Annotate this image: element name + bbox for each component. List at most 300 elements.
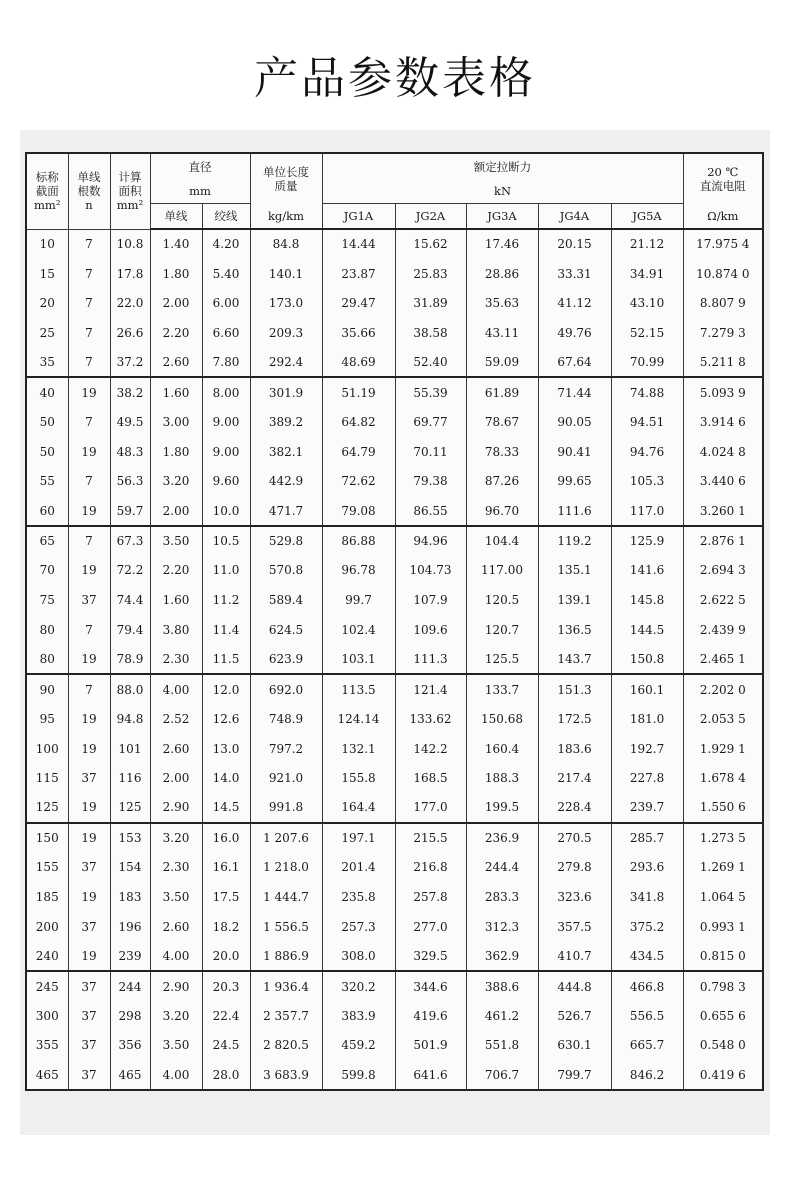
table-row [26,645,763,675]
table-row [26,942,763,972]
cell-jg3a: 188.3 [466,763,538,793]
cell-jg4a: 119.2 [538,526,611,556]
cell-jg5a: 145.8 [611,585,683,615]
header-single-wire: 单线 [150,203,202,229]
table-row [26,437,763,467]
cell-jg3a: 61.89 [466,377,538,407]
cell-resistance: 5.093 9 [683,377,763,407]
cell-jg5a: 117.0 [611,496,683,526]
cell-mass: 624.5 [250,615,322,645]
table-row [26,823,763,853]
cell-area: 78.9 [110,645,150,675]
cell-mass: 1 207.6 [250,823,322,853]
cell-jg2a: 216.8 [395,852,466,882]
cell-jg3a: 160.4 [466,734,538,764]
cell-jg4a: 67.64 [538,348,611,378]
cell-jg1a: 124.14 [322,704,395,734]
cell-single-wire-dia: 4.00 [150,1060,202,1090]
header-resistance-unit: Ω/km [683,203,763,229]
cell-strand-dia: 17.5 [202,882,250,912]
table-row [26,467,763,497]
cell-mass: 3 683.9 [250,1060,322,1090]
cell-jg5a: 43.10 [611,288,683,318]
cell-area: 465 [110,1060,150,1090]
table-header [26,153,763,229]
cell-strands: 19 [68,437,110,467]
cell-resistance: 2.465 1 [683,645,763,675]
header-grade-jg3a: JG3A [466,203,538,229]
cell-jg2a: 38.58 [395,318,466,348]
cell-single-wire-dia: 3.50 [150,526,202,556]
cell-section: 240 [26,942,68,972]
cell-area: 56.3 [110,467,150,497]
cell-mass: 209.3 [250,318,322,348]
cell-strands: 19 [68,377,110,407]
cell-jg2a: 94.96 [395,526,466,556]
cell-strands: 19 [68,793,110,823]
cell-jg1a: 103.1 [322,645,395,675]
cell-area: 356 [110,1031,150,1061]
page-title: 产品参数表格 [254,53,536,104]
cell-jg2a: 641.6 [395,1060,466,1090]
cell-jg4a: 41.12 [538,288,611,318]
cell-strand-dia: 12.0 [202,674,250,704]
cell-strands: 7 [68,318,110,348]
cell-section: 245 [26,971,68,1001]
cell-jg4a: 135.1 [538,556,611,586]
cell-jg4a: 90.41 [538,437,611,467]
cell-area: 59.7 [110,496,150,526]
header-diameter-unit: mm [150,179,250,203]
cell-jg1a: 201.4 [322,852,395,882]
cell-section: 35 [26,348,68,378]
cell-jg2a: 133.62 [395,704,466,734]
cell-mass: 84.8 [250,229,322,259]
cell-jg5a: 144.5 [611,615,683,645]
cell-strands: 37 [68,1001,110,1031]
cell-jg3a: 59.09 [466,348,538,378]
cell-single-wire-dia: 2.90 [150,793,202,823]
cell-single-wire-dia: 3.20 [150,467,202,497]
cell-jg5a: 74.88 [611,377,683,407]
cell-resistance: 7.279 3 [683,318,763,348]
cell-jg3a: 35.63 [466,288,538,318]
cell-single-wire-dia: 1.60 [150,377,202,407]
cell-resistance: 3.440 6 [683,467,763,497]
cell-jg4a: 20.15 [538,229,611,259]
cell-jg4a: 172.5 [538,704,611,734]
table-row [26,674,763,704]
cell-area: 125 [110,793,150,823]
cell-section: 50 [26,407,68,437]
cell-section: 465 [26,1060,68,1090]
header-grade-jg2a: JG2A [395,203,466,229]
cell-jg5a: 434.5 [611,942,683,972]
cell-area: 153 [110,823,150,853]
cell-resistance: 3.260 1 [683,496,763,526]
cell-jg5a: 94.51 [611,407,683,437]
cell-section: 50 [26,437,68,467]
cell-resistance: 1.929 1 [683,734,763,764]
table-row [26,407,763,437]
cell-strands: 7 [68,674,110,704]
cell-section: 60 [26,496,68,526]
header-mass: 单位长度 质量 [250,153,322,203]
cell-single-wire-dia: 3.50 [150,1031,202,1061]
cell-jg4a: 183.6 [538,734,611,764]
cell-resistance: 0.798 3 [683,971,763,1001]
cell-strand-dia: 11.2 [202,585,250,615]
cell-section: 90 [26,674,68,704]
cell-strand-dia: 7.80 [202,348,250,378]
header-breaking-force-unit: kN [322,179,683,203]
cell-strand-dia: 18.2 [202,912,250,942]
cell-resistance: 1.678 4 [683,763,763,793]
header-grade-jg1a: JG1A [322,203,395,229]
cell-jg1a: 113.5 [322,674,395,704]
cell-jg4a: 410.7 [538,942,611,972]
table-row [26,882,763,912]
cell-jg1a: 197.1 [322,823,395,853]
cell-jg5a: 125.9 [611,526,683,556]
cell-jg4a: 270.5 [538,823,611,853]
cell-strand-dia: 9.00 [202,407,250,437]
cell-area: 26.6 [110,318,150,348]
cell-jg3a: 362.9 [466,942,538,972]
cell-jg2a: 52.40 [395,348,466,378]
cell-jg3a: 43.11 [466,318,538,348]
table-row [26,288,763,318]
cell-area: 22.0 [110,288,150,318]
cell-mass: 748.9 [250,704,322,734]
cell-jg1a: 235.8 [322,882,395,912]
cell-strands: 7 [68,615,110,645]
cell-resistance: 1.064 5 [683,882,763,912]
cell-jg5a: 34.91 [611,259,683,289]
cell-jg1a: 102.4 [322,615,395,645]
cell-jg5a: 70.99 [611,348,683,378]
cell-jg4a: 217.4 [538,763,611,793]
header-resistance: 20 ℃ 直流电阻 [683,153,763,203]
cell-mass: 623.9 [250,645,322,675]
cell-jg4a: 630.1 [538,1031,611,1061]
cell-area: 38.2 [110,377,150,407]
cell-strands: 7 [68,348,110,378]
cell-area: 239 [110,942,150,972]
cell-resistance: 2.622 5 [683,585,763,615]
cell-resistance: 1.269 1 [683,852,763,882]
cell-single-wire-dia: 3.20 [150,823,202,853]
cell-single-wire-dia: 2.52 [150,704,202,734]
table-row [26,912,763,942]
cell-jg5a: 181.0 [611,704,683,734]
cell-jg1a: 51.19 [322,377,395,407]
cell-jg2a: 55.39 [395,377,466,407]
cell-area: 94.8 [110,704,150,734]
cell-jg3a: 120.5 [466,585,538,615]
cell-area: 49.5 [110,407,150,437]
cell-single-wire-dia: 1.80 [150,437,202,467]
cell-jg3a: 283.3 [466,882,538,912]
cell-jg2a: 501.9 [395,1031,466,1061]
cell-area: 37.2 [110,348,150,378]
cell-strands: 37 [68,852,110,882]
cell-single-wire-dia: 2.90 [150,971,202,1001]
cell-strand-dia: 9.00 [202,437,250,467]
cell-strand-dia: 13.0 [202,734,250,764]
cell-strands: 19 [68,704,110,734]
cell-jg1a: 86.88 [322,526,395,556]
cell-single-wire-dia: 1.40 [150,229,202,259]
cell-single-wire-dia: 2.00 [150,763,202,793]
cell-strand-dia: 20.0 [202,942,250,972]
cell-jg1a: 257.3 [322,912,395,942]
table-row [26,585,763,615]
cell-section: 355 [26,1031,68,1061]
cell-strands: 7 [68,288,110,318]
cell-jg5a: 150.8 [611,645,683,675]
cell-jg2a: 168.5 [395,763,466,793]
table-row [26,734,763,764]
table-row [26,377,763,407]
cell-area: 183 [110,882,150,912]
cell-strands: 19 [68,734,110,764]
cell-jg4a: 279.8 [538,852,611,882]
cell-jg2a: 69.77 [395,407,466,437]
cell-resistance: 2.694 3 [683,556,763,586]
cell-mass: 442.9 [250,467,322,497]
cell-jg3a: 78.67 [466,407,538,437]
cell-single-wire-dia: 3.20 [150,1001,202,1031]
cell-area: 48.3 [110,437,150,467]
cell-single-wire-dia: 1.60 [150,585,202,615]
cell-jg1a: 29.47 [322,288,395,318]
cell-strands: 7 [68,259,110,289]
cell-mass: 797.2 [250,734,322,764]
cell-strand-dia: 10.5 [202,526,250,556]
cell-strand-dia: 11.4 [202,615,250,645]
cell-resistance: 10.874 0 [683,259,763,289]
table-row [26,615,763,645]
cell-area: 88.0 [110,674,150,704]
table-row [26,971,763,1001]
cell-jg2a: 70.11 [395,437,466,467]
cell-jg1a: 599.8 [322,1060,395,1090]
cell-jg3a: 461.2 [466,1001,538,1031]
table-row [26,318,763,348]
cell-jg5a: 239.7 [611,793,683,823]
cell-jg5a: 94.76 [611,437,683,467]
cell-strand-dia: 20.3 [202,971,250,1001]
cell-resistance: 0.548 0 [683,1031,763,1061]
cell-mass: 1 936.4 [250,971,322,1001]
cell-strand-dia: 14.5 [202,793,250,823]
cell-jg3a: 78.33 [466,437,538,467]
header-calc-area: 计算 面积 mm² [110,153,150,229]
cell-jg4a: 99.65 [538,467,611,497]
cell-resistance: 0.993 1 [683,912,763,942]
cell-jg5a: 293.6 [611,852,683,882]
table-row [26,229,763,259]
table-row [26,526,763,556]
cell-strand-dia: 5.40 [202,259,250,289]
header-grade-jg5a: JG5A [611,203,683,229]
cell-jg2a: 277.0 [395,912,466,942]
cell-jg3a: 133.7 [466,674,538,704]
cell-jg4a: 143.7 [538,645,611,675]
cell-area: 74.4 [110,585,150,615]
table-row [26,1060,763,1090]
cell-mass: 2 357.7 [250,1001,322,1031]
cell-strands: 37 [68,912,110,942]
cell-section: 155 [26,852,68,882]
cell-mass: 1 444.7 [250,882,322,912]
table-body [26,229,763,1090]
cell-jg2a: 121.4 [395,674,466,704]
cell-jg1a: 459.2 [322,1031,395,1061]
cell-jg4a: 71.44 [538,377,611,407]
header-mass-unit: kg/km [250,203,322,229]
cell-mass: 991.8 [250,793,322,823]
cell-jg3a: 87.26 [466,467,538,497]
cell-strand-dia: 11.0 [202,556,250,586]
cell-area: 72.2 [110,556,150,586]
cell-strand-dia: 16.1 [202,852,250,882]
cell-single-wire-dia: 2.30 [150,852,202,882]
cell-jg2a: 419.6 [395,1001,466,1031]
header-breaking-force: 额定拉断力 [322,153,683,179]
header-nominal-section: 标称 截面 mm² [26,153,68,229]
cell-jg2a: 215.5 [395,823,466,853]
cell-jg2a: 142.2 [395,734,466,764]
cell-jg4a: 136.5 [538,615,611,645]
cell-strand-dia: 12.6 [202,704,250,734]
cell-jg5a: 21.12 [611,229,683,259]
cell-jg2a: 329.5 [395,942,466,972]
cell-area: 10.8 [110,229,150,259]
cell-single-wire-dia: 1.80 [150,259,202,289]
cell-strands: 7 [68,407,110,437]
cell-strands: 7 [68,229,110,259]
cell-strands: 37 [68,1031,110,1061]
cell-section: 150 [26,823,68,853]
cell-strand-dia: 16.0 [202,823,250,853]
cell-mass: 692.0 [250,674,322,704]
cell-jg4a: 444.8 [538,971,611,1001]
cell-mass: 1 886.9 [250,942,322,972]
cell-resistance: 0.419 6 [683,1060,763,1090]
cell-strands: 19 [68,496,110,526]
cell-single-wire-dia: 2.00 [150,288,202,318]
table-row [26,259,763,289]
cell-mass: 589.4 [250,585,322,615]
cell-jg3a: 104.4 [466,526,538,556]
cell-jg3a: 551.8 [466,1031,538,1061]
cell-mass: 921.0 [250,763,322,793]
table-row [26,704,763,734]
cell-resistance: 2.439 9 [683,615,763,645]
cell-jg4a: 228.4 [538,793,611,823]
cell-jg1a: 308.0 [322,942,395,972]
cell-jg1a: 64.82 [322,407,395,437]
cell-resistance: 3.914 6 [683,407,763,437]
cell-single-wire-dia: 2.60 [150,348,202,378]
cell-jg1a: 35.66 [322,318,395,348]
cell-jg3a: 17.46 [466,229,538,259]
cell-jg1a: 320.2 [322,971,395,1001]
cell-strand-dia: 22.4 [202,1001,250,1031]
cell-jg3a: 199.5 [466,793,538,823]
cell-jg2a: 344.6 [395,971,466,1001]
cell-strand-dia: 8.00 [202,377,250,407]
cell-jg1a: 96.78 [322,556,395,586]
cell-jg4a: 49.76 [538,318,611,348]
cell-strands: 7 [68,467,110,497]
header-diameter: 直径 [150,153,250,179]
cell-section: 200 [26,912,68,942]
cell-jg4a: 33.31 [538,259,611,289]
cell-section: 20 [26,288,68,318]
cell-section: 80 [26,615,68,645]
cell-section: 300 [26,1001,68,1031]
cell-single-wire-dia: 3.00 [150,407,202,437]
cell-single-wire-dia: 2.30 [150,645,202,675]
cell-jg3a: 312.3 [466,912,538,942]
cell-jg1a: 64.79 [322,437,395,467]
cell-single-wire-dia: 2.20 [150,318,202,348]
cell-strand-dia: 28.0 [202,1060,250,1090]
cell-mass: 389.2 [250,407,322,437]
cell-jg5a: 227.8 [611,763,683,793]
cell-strand-dia: 9.60 [202,467,250,497]
cell-jg5a: 285.7 [611,823,683,853]
cell-jg1a: 99.7 [322,585,395,615]
header-stranded: 绞线 [202,203,250,229]
cell-strand-dia: 6.60 [202,318,250,348]
cell-section: 10 [26,229,68,259]
cell-jg3a: 236.9 [466,823,538,853]
cell-strand-dia: 4.20 [202,229,250,259]
cell-jg3a: 244.4 [466,852,538,882]
cell-jg2a: 111.3 [395,645,466,675]
cell-jg2a: 31.89 [395,288,466,318]
cell-area: 67.3 [110,526,150,556]
cell-resistance: 4.024 8 [683,437,763,467]
header-strand-count: 单线 根数 n [68,153,110,229]
cell-jg3a: 125.5 [466,645,538,675]
cell-jg2a: 15.62 [395,229,466,259]
cell-mass: 529.8 [250,526,322,556]
table-row [26,348,763,378]
cell-resistance: 0.815 0 [683,942,763,972]
cell-jg2a: 25.83 [395,259,466,289]
cell-jg1a: 72.62 [322,467,395,497]
cell-jg1a: 79.08 [322,496,395,526]
cell-strand-dia: 6.00 [202,288,250,318]
cell-jg5a: 665.7 [611,1031,683,1061]
cell-mass: 301.9 [250,377,322,407]
cell-jg4a: 357.5 [538,912,611,942]
cell-jg2a: 79.38 [395,467,466,497]
cell-jg4a: 139.1 [538,585,611,615]
cell-resistance: 5.211 8 [683,348,763,378]
table-row [26,556,763,586]
cell-jg1a: 48.69 [322,348,395,378]
header-grade-jg4a: JG4A [538,203,611,229]
cell-area: 101 [110,734,150,764]
cell-mass: 382.1 [250,437,322,467]
cell-jg1a: 14.44 [322,229,395,259]
